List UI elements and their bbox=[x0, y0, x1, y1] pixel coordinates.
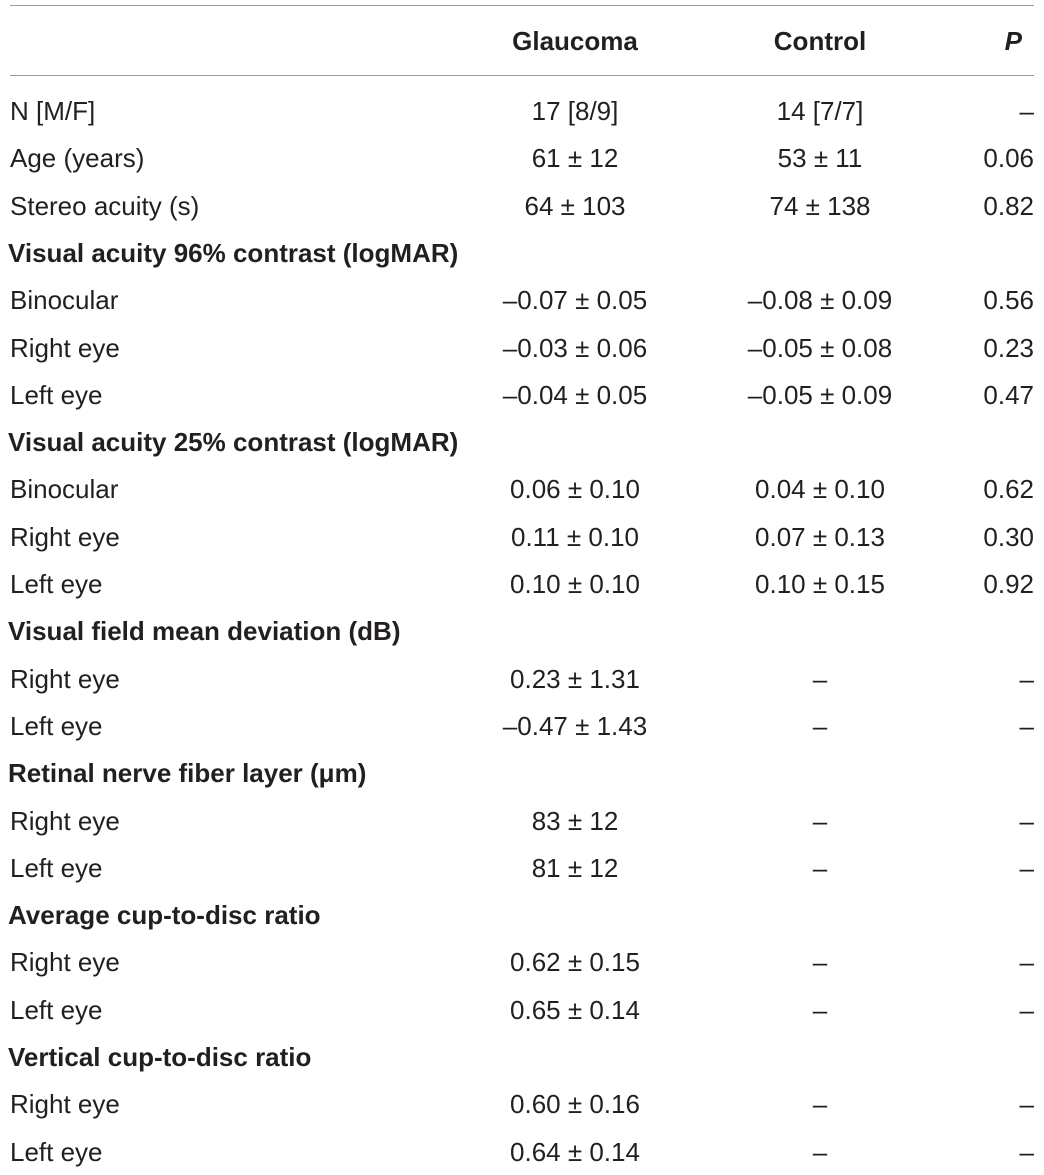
table-row bbox=[0, 561, 1044, 607]
table-row bbox=[0, 1081, 1044, 1127]
glaucoma-value: 0.10 ± 0.10 bbox=[510, 569, 640, 599]
header-p-value: P bbox=[1004, 26, 1022, 56]
row-label: Left eye bbox=[10, 710, 103, 741]
control-value: 53 ± 11 bbox=[777, 143, 863, 174]
row-label: Binocular bbox=[10, 474, 119, 505]
section-title: Visual field mean deviation (dB) bbox=[8, 616, 401, 647]
glaucoma-value: –0.47 ± 1.43 bbox=[502, 710, 648, 741]
glaucoma-value: 0.60 ± 0.16 bbox=[510, 1089, 640, 1120]
p-value: – bbox=[1019, 994, 1034, 1025]
glaucoma-value: 61 ± 12 bbox=[531, 143, 619, 174]
row-label: Left eye bbox=[10, 1136, 103, 1167]
table-row bbox=[0, 277, 1044, 323]
control-value: –0.08 ± 0.09 bbox=[747, 285, 893, 316]
table-row bbox=[0, 798, 1044, 844]
p-value: 0.56 bbox=[983, 285, 1034, 316]
glaucoma-value: 0.11 ± 0.10 bbox=[511, 521, 639, 552]
control-value: – bbox=[812, 1089, 828, 1120]
header-control: Control bbox=[773, 26, 867, 56]
control-value: 0.07 ± 0.13 bbox=[755, 521, 885, 552]
glaucoma-value: 0.64 ± 0.14 bbox=[510, 1136, 640, 1167]
row-label: Left eye bbox=[10, 852, 103, 883]
control-value: –0.05 ± 0.09 bbox=[747, 379, 893, 410]
control-value: 0.10 ± 0.15 bbox=[755, 569, 885, 599]
p-value: 0.30 bbox=[983, 521, 1034, 552]
table-row bbox=[0, 372, 1044, 418]
p-value: 0.82 bbox=[983, 190, 1034, 221]
row-label: N [M/F] bbox=[10, 96, 96, 126]
control-value: – bbox=[812, 805, 828, 836]
glaucoma-value: 83 ± 12 bbox=[531, 805, 619, 836]
p-value: 0.92 bbox=[983, 569, 1034, 599]
glaucoma-value: –0.07 ± 0.05 bbox=[502, 285, 648, 316]
glaucoma-value: 0.23 ± 1.31 bbox=[510, 663, 640, 694]
section-header-row bbox=[0, 419, 1044, 465]
row-label: Right eye bbox=[10, 521, 120, 552]
control-value: – bbox=[812, 994, 828, 1025]
control-value: 14 [7/7] bbox=[776, 96, 864, 126]
table-row bbox=[0, 514, 1044, 560]
section-title: Visual acuity 96% contrast (logMAR) bbox=[8, 237, 459, 268]
p-value: – bbox=[1019, 852, 1034, 883]
table-header-row bbox=[0, 18, 1044, 64]
glaucoma-value: 0.06 ± 0.10 bbox=[510, 474, 640, 505]
p-value: 0.23 bbox=[983, 332, 1034, 363]
control-value: – bbox=[812, 1136, 828, 1167]
table-row bbox=[0, 939, 1044, 985]
control-value: – bbox=[812, 710, 828, 741]
glaucoma-value: 0.62 ± 0.15 bbox=[510, 947, 640, 978]
glaucoma-value: 64 ± 103 bbox=[524, 190, 626, 221]
section-header-row bbox=[0, 892, 1044, 938]
table-row bbox=[0, 656, 1044, 702]
table-row bbox=[0, 845, 1044, 891]
p-value: – bbox=[1019, 805, 1034, 836]
row-label: Left eye bbox=[10, 379, 103, 410]
p-value: – bbox=[1019, 710, 1034, 741]
section-title: Retinal nerve fiber layer (μm) bbox=[8, 758, 367, 789]
control-value: – bbox=[812, 663, 828, 694]
p-value: – bbox=[1019, 947, 1034, 978]
table-top-rule bbox=[10, 5, 1034, 6]
control-value: –0.05 ± 0.08 bbox=[747, 332, 893, 363]
row-label: Right eye bbox=[10, 663, 120, 694]
control-value: 74 ± 138 bbox=[769, 190, 871, 221]
table-header-rule bbox=[10, 75, 1034, 76]
table-row bbox=[0, 987, 1044, 1033]
control-value: – bbox=[812, 947, 828, 978]
row-label: Right eye bbox=[10, 805, 120, 836]
row-label: Right eye bbox=[10, 947, 120, 978]
control-value: 0.04 ± 0.10 bbox=[755, 474, 885, 505]
table-row bbox=[0, 325, 1044, 371]
row-label: Age (years) bbox=[10, 143, 145, 174]
table-row bbox=[0, 183, 1044, 229]
row-label: Stereo acuity (s) bbox=[10, 190, 200, 221]
p-value: 0.47 bbox=[983, 379, 1034, 410]
row-label: Right eye bbox=[10, 332, 120, 363]
p-value: 0.62 bbox=[983, 474, 1034, 505]
control-value: – bbox=[812, 852, 828, 883]
p-value: – bbox=[1019, 96, 1034, 126]
row-label: Left eye bbox=[10, 994, 103, 1025]
glaucoma-value: –0.03 ± 0.06 bbox=[502, 332, 648, 363]
p-value: – bbox=[1019, 1089, 1034, 1120]
table-row bbox=[0, 466, 1044, 512]
section-title: Vertical cup-to-disc ratio bbox=[8, 1042, 312, 1072]
glaucoma-value: 0.65 ± 0.14 bbox=[510, 994, 640, 1025]
table-row bbox=[0, 88, 1044, 134]
row-label: Right eye bbox=[10, 1089, 120, 1120]
section-header-row bbox=[0, 608, 1044, 654]
section-title: Average cup-to-disc ratio bbox=[8, 900, 321, 931]
row-label: Left eye bbox=[10, 569, 103, 599]
glaucoma-value: 81 ± 12 bbox=[531, 852, 619, 883]
p-value: 0.06 bbox=[983, 143, 1034, 174]
glaucoma-value: –0.04 ± 0.05 bbox=[502, 379, 648, 410]
section-title: Visual acuity 25% contrast (logMAR) bbox=[8, 427, 459, 458]
table-row bbox=[0, 1129, 1044, 1175]
table-row bbox=[0, 135, 1044, 181]
section-header-row bbox=[0, 1034, 1044, 1080]
p-value: – bbox=[1019, 1136, 1034, 1167]
table-row bbox=[0, 703, 1044, 749]
section-header-row bbox=[0, 230, 1044, 276]
p-value: – bbox=[1019, 663, 1034, 694]
section-header-row bbox=[0, 750, 1044, 796]
header-glaucoma: Glaucoma bbox=[512, 26, 638, 56]
glaucoma-value: 17 [8/9] bbox=[531, 96, 619, 126]
row-label: Binocular bbox=[10, 285, 119, 316]
